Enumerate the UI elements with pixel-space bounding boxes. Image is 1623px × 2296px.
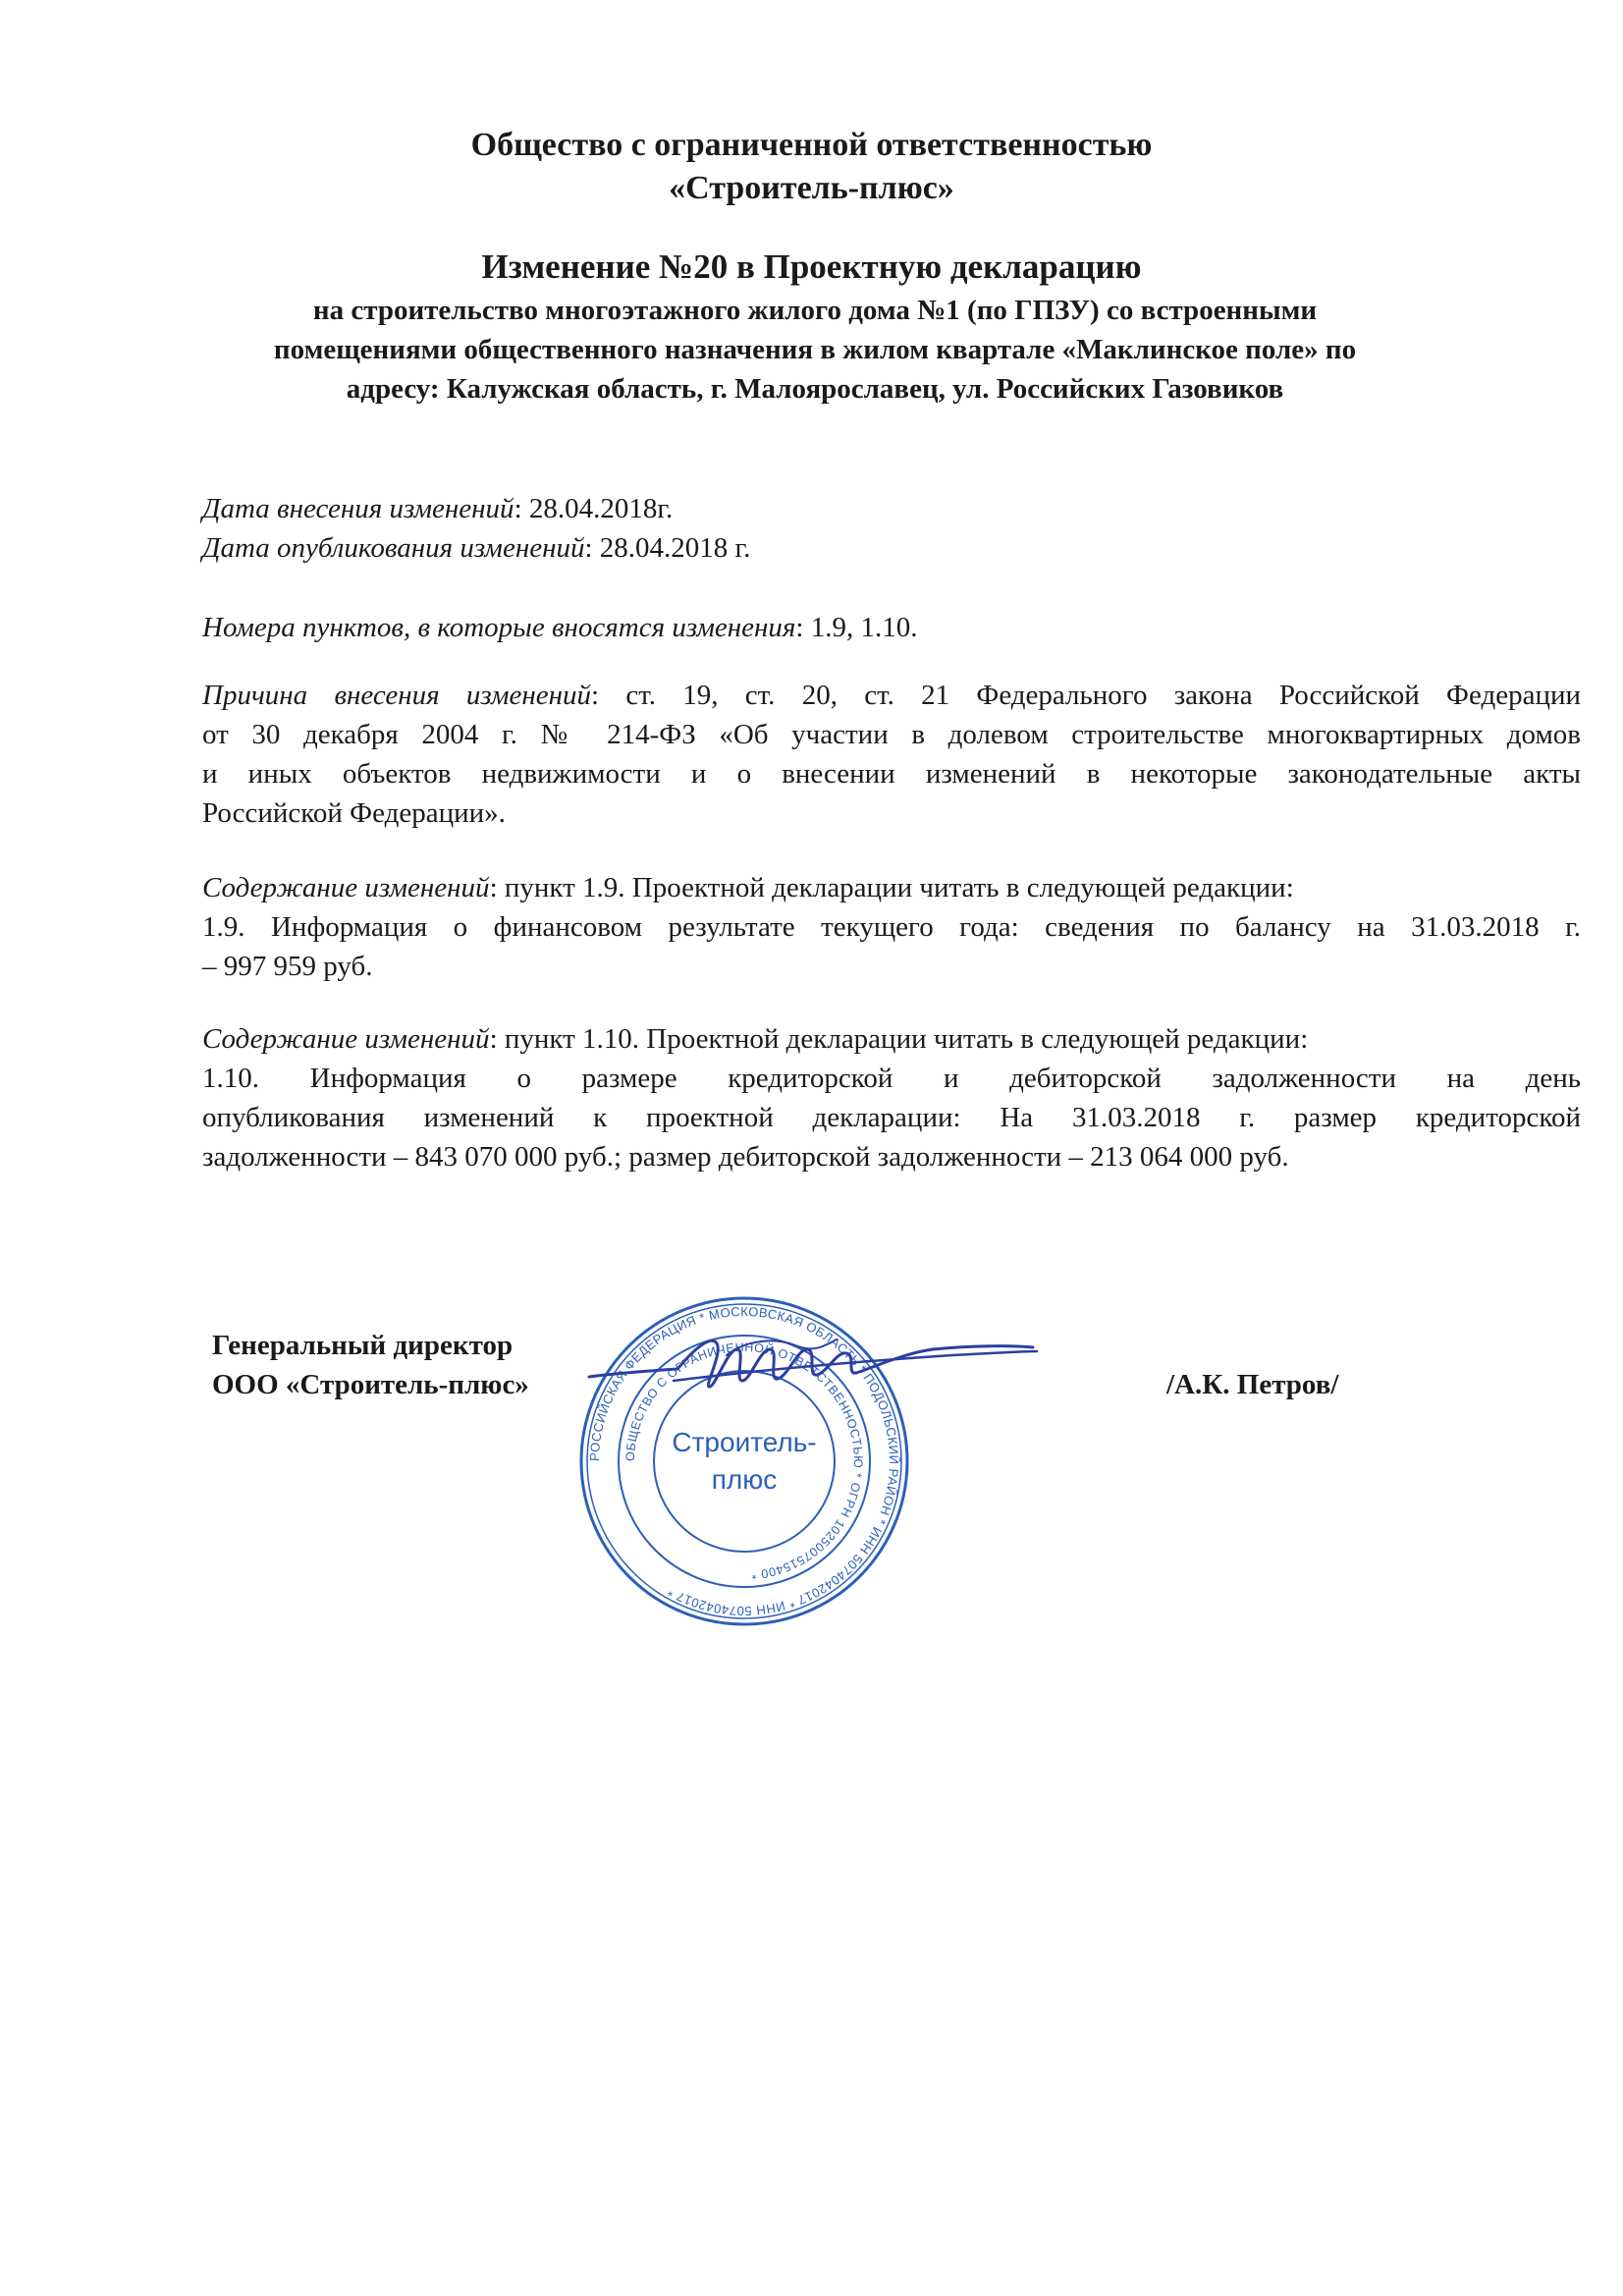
entry-date-label: Дата внесения изменений <box>202 493 514 524</box>
change1-label: Содержание изменений <box>202 872 490 903</box>
reason-line4: Российской Федерации». <box>202 797 506 829</box>
amendment-title: Изменение №20 в Проектную декларацию <box>481 247 1142 286</box>
handwritten-signature <box>579 1316 1041 1424</box>
entry-date-value: : 28.04.2018г. <box>514 493 674 524</box>
items-value: : 1.9, 1.10. <box>795 612 918 643</box>
change1-text1: : пункт 1.9. Проектной декларации читать в следующей редакции: <box>489 872 1294 903</box>
reason-text1: : ст. 19, ст. 20, ст. 21 Федерального закона Российской Федерации <box>591 680 1581 711</box>
items-label: Номера пунктов, в которые вносятся изменения <box>202 612 796 643</box>
dates-block <box>202 489 1581 568</box>
change2-line4: задолженности – 843 070 000 руб.; размер дебиторской задолженности – 213 064 000 руб. <box>202 1141 1289 1173</box>
reason-line2: от 30 декабря 2004 г. № 214-ФЗ «Об участии в долевом строительстве многоквартирных домов <box>202 719 1581 750</box>
items-block <box>202 608 1581 647</box>
change1-block <box>202 868 1581 986</box>
publish-date-value: : 28.04.2018 г. <box>584 532 751 564</box>
subject-line1: на строительство многоэтажного жилого дома №1 (по ГПЗУ) со встроенными <box>312 295 1318 326</box>
change2-block <box>202 1019 1581 1176</box>
publish-date-line <box>202 528 1581 568</box>
change2-label: Содержание изменений <box>202 1023 490 1055</box>
organization-header <box>0 124 1623 210</box>
seal-outer-ring-text: РОССИЙСКАЯ ФЕДЕРАЦИЯ * МОСКОВСКАЯ ОБЛАСТЬ * ПОДОЛЬСКИЙ РАЙОН * ИНН 5074042017 * ИНН 5074042017 * <box>586 1303 902 1619</box>
reason-block <box>202 676 1581 833</box>
reason-line1 <box>202 676 1581 715</box>
signatory-name: /А.К. Петров/ <box>1166 1369 1339 1400</box>
signatory-block <box>212 1326 529 1404</box>
reason-line3: и иных объектов недвижимости и о внесении изменений в некоторые законодательные акты <box>202 758 1581 790</box>
entry-date-line <box>202 489 1581 528</box>
amendment-subject <box>245 291 1384 409</box>
seal-inner-ring-text: ОБЩЕСТВО С ОГРАНИЧЕННОЙ ОТВЕТСТВЕННОСТЬЮ * ОГРН 1025007515400 * <box>622 1339 866 1582</box>
change2-line2: 1.10. Информация о размере кредиторской и дебиторской задолженности на день <box>202 1063 1581 1094</box>
change1-line3: – 997 959 руб. <box>202 951 373 982</box>
subject-line2: помещениями общественного назначения в жилом квартале «Маклинское поле» по <box>273 334 1357 365</box>
org-name-line1: Общество с ограниченной ответственностью <box>470 127 1153 163</box>
change2-line3: опубликования изменений к проектной декларации: На 31.03.2018 г. размер кредиторской <box>202 1102 1581 1133</box>
change1-line1 <box>202 868 1581 907</box>
org-name-line2: «Строитель-плюс» <box>669 170 954 206</box>
reason-label: Причина внесения изменений <box>202 680 592 711</box>
subject-line3: адресу: Калужская область, г. Малоярославец, ул. Российских Газовиков <box>346 373 1284 405</box>
signatory-company: ООО «Строитель-плюс» <box>212 1369 529 1400</box>
seal-center-line2: плюс <box>711 1464 778 1495</box>
seal-center-line1: Строитель- <box>672 1427 817 1457</box>
publish-date-label: Дата опубликования изменений <box>202 532 585 564</box>
change2-line1 <box>202 1019 1581 1059</box>
change2-text1: : пункт 1.10. Проектной декларации читать в следующей редакции: <box>489 1023 1309 1055</box>
signatory-position: Генеральный директор <box>212 1330 514 1361</box>
change1-line2: 1.9. Информация о финансовом результате текущего года: сведения по балансу на 31.03.2018 г. <box>202 911 1581 943</box>
